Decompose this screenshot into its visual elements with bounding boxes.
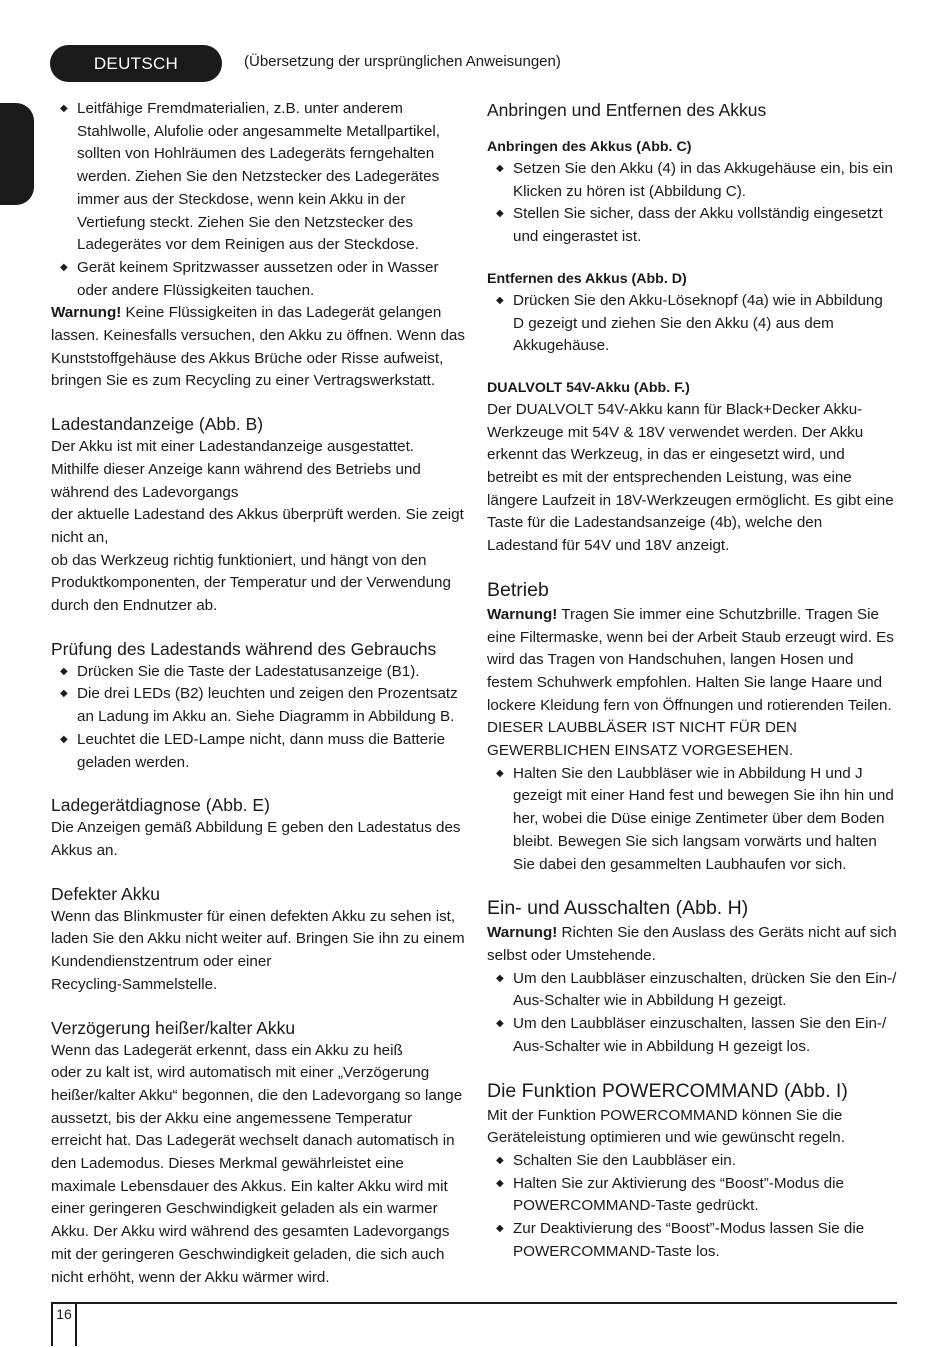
footer-divider: [51, 1302, 897, 1304]
section-title-charger-diagnosis: Ladegerätdiagnose (Abb. E): [51, 795, 270, 816]
powercommand-list: [487, 1150, 897, 1264]
subsection-title-dualvolt: DUALVOLT 54V-Akku (Abb. F.): [487, 379, 690, 396]
switch-list: [487, 968, 897, 1059]
warning-label: Warnung!: [487, 924, 558, 942]
language-badge: DEUTSCH: [50, 45, 222, 82]
right-column: [487, 98, 897, 1263]
diamond-bullet-icon: ◆: [496, 767, 504, 779]
list-item: ◆ Drücken Sie den Akku-Löseknopf (4a) wie in Abbildung D gezeigt und ziehen Sie den Akku (4) aus dem Akkugehäuse.: [496, 291, 883, 355]
diamond-bullet-icon: ◆: [496, 1223, 504, 1235]
paragraph: Mit der Funktion POWERCOMMAND können Sie die Geräteleistung optimieren und wie gewünscht regeln.: [487, 1106, 845, 1147]
operation-list: [487, 763, 897, 877]
list-item: ◆ Um den Laubbläser einzuschalten, lassen Sie den Ein-/ Aus-Schalter wie in Abbildung H gezeigt los.: [496, 1015, 887, 1055]
paragraph-line: Recycling-Sammelstelle.: [51, 975, 218, 993]
paragraph: Der DUALVOLT 54V-Akku kann für Black+Decker Akku-Werkzeuge mit 54V & 18V verwendet werden. Der Akku erkennt das Werkzeug, in das er eingesetzt wird, und betreibt es mit der entsprechenden Leistung, was eine längere Laufzeit in 18V-Werkzeugen ermöglicht. Es gibt eine Taste für die Ladestandsanzeige (4b), welche den Ladestand für 54V und 18V anzeigt.: [487, 400, 894, 555]
section-title-hot-cold-delay: Verzögerung heißer/kalter Akku: [51, 1017, 296, 1038]
diamond-bullet-icon: ◆: [60, 665, 68, 677]
page-number: 16: [56, 1306, 72, 1322]
diamond-bullet-icon: ◆: [496, 1177, 504, 1189]
left-column: [51, 98, 466, 1289]
section-title-battery: Anbringen und Entfernen des Akkus: [487, 100, 767, 120]
check-charge-list: [51, 661, 466, 775]
warning-paragraph: Warnung! Tragen Sie immer eine Schutzbrille. Tragen Sie eine Filtermaske, wenn bei der Arbeit Staub erzeugt wird. Es wird das Tragen von Handschuhen, langen Hosen und festem Schuhwerk empfohlen. Halten Sie lange Haare und lockere Kleidung fern von Öffnungen und rotierenden Teilen. DIESER LAUBBLÄSER IST NICHT FÜR DEN GEWERBLICHEN EINSATZ VORGESEHEN.: [487, 605, 894, 760]
paragraph: oder zu kalt ist, wird automatisch mit einer „Verzögerung heißer/kalter Akku“ begonnen, die den Ladevorgang so lange aussetzt, bis der Akku eine angemessene Temperatur erreicht hat. Das Ladegerät wechselt danach automatisch in den Lademodus. Dieses Merkmal gewährleistet eine maximale Lebensdauer des Akkus. Ein kalter Akku wird mit einer geringeren Geschwindigkeit geladen als ein warmer Akku. Der Akku wird während des gesamten Ladevorgangs mit der geringeren Geschwindigkeit geladen, die sich auch nicht erhöht, wenn der Akku wärmer wird.: [51, 1064, 463, 1286]
remove-list: [487, 290, 897, 358]
list-item: ◆ Drücken Sie die Taste der Ladestatusanzeige (B1).: [51, 661, 466, 684]
list-item: ◆ Halten Sie zur Aktivierung des “Boost”-Modus die POWERCOMMAND-Taste gedrückt.: [496, 1174, 844, 1215]
intro-bullet-list: [51, 98, 466, 302]
paragraph-line: ob das Werkzeug richtig funktioniert, und hängt von den Produktkomponenten, der Temperatur und der Verwendung durch den Endnutzer ab.: [51, 551, 451, 615]
diamond-bullet-icon: ◆: [496, 1154, 504, 1166]
list-item: ◆ Schalten Sie den Laubbläser ein.: [487, 1150, 897, 1173]
warning-paragraph: Warnung! Keine Flüssigkeiten in das Ladegerät gelangen lassen. Keinesfalls versuchen, den Akku zu öffnen. Wenn das Kunststoffgehäuse des Akkus Brüche oder Risse aufweist, bringen Sie es zum Recycling zu einer Vertragswerkstatt.: [51, 304, 465, 390]
section-title-defective-battery: Defekter Akku: [51, 883, 160, 904]
paragraph-line: Der Akku ist mit einer Ladestandanzeige ausgestattet.: [51, 438, 415, 456]
paragraph: Wenn das Blinkmuster für einen defekten Akku zu sehen ist, laden Sie den Akku nicht weiter auf. Bringen Sie ihn zu einem Kundendienstzentrum oder einer: [51, 907, 465, 971]
section-title-operation: Betrieb: [487, 578, 549, 601]
section-title-powercommand: Die Funktion POWERCOMMAND (Abb. I): [487, 1079, 848, 1102]
translation-note: (Übersetzung der ursprünglichen Anweisungen): [244, 53, 561, 70]
section-title-switch: Ein- und Ausschalten (Abb. H): [487, 897, 749, 920]
diamond-bullet-icon: ◆: [496, 972, 504, 984]
diamond-bullet-icon: ◆: [60, 733, 68, 745]
list-item: ◆ Setzen Sie den Akku (4) in das Akkugehäuse ein, bis ein Klicken zu hören ist (Abbildung C).: [496, 160, 893, 200]
diamond-bullet-icon: ◆: [496, 208, 504, 220]
paragraph-line: Wenn das Ladegerät erkennt, dass ein Akku zu heiß: [51, 1041, 403, 1059]
list-item: ◆ Stellen Sie sicher, dass der Akku vollständig eingesetzt und eingerastet ist.: [496, 205, 883, 246]
paragraph-line: Mithilfe dieser Anzeige kann während des Betriebs und während des Ladevorgangs: [51, 460, 421, 501]
list-item: ◆ Leitfähige Fremdmaterialien, z.B. unter anderem Stahlwolle, Alufolie oder angesammelte Metallpartikel, sollten von Hohlräumen des Ladegeräts ferngehalten werden. Ziehen Sie den Netzstecker des Ladegerätes immer aus der Steckdose, wenn kein Akku in der Vertiefung steckt. Ziehen Sie den Netzstecker des Ladegerätes vor dem Reinigen aus der Steckdose.: [60, 100, 441, 254]
warning-paragraph: Warnung! Richten Sie den Auslass des Geräts nicht auf sich selbst oder Umstehende.: [487, 924, 897, 964]
list-item: ◆ Halten Sie den Laubbläser wie in Abbildung H und J gezeigt mit einer Hand fest und bewegen Sie ihn hin und her, wobei die Düse einige Zentimeter über dem Boden bleibt. Bewegen Sie sich langsam vorwärts und halten Sie dabei den gesammelten Laubhaufen vor sich.: [496, 764, 894, 873]
attach-list: [487, 158, 897, 249]
list-item: ◆ Zur Deaktivierung des “Boost”-Modus lassen Sie die POWERCOMMAND-Taste los.: [496, 1220, 865, 1260]
list-item: ◆ Leuchtet die LED-Lampe nicht, dann muss die Batterie geladen werden.: [60, 730, 446, 771]
list-item: ◆ Die drei LEDs (B2) leuchten und zeigen den Prozentsatz an Ladung im Akku an. Siehe Diagramm in Abbildung B.: [60, 685, 458, 726]
list-item: ◆ Um den Laubbläser einzuschalten, drücken Sie den Ein-/ Aus-Schalter wie in Abbildung H gezeigt.: [496, 969, 897, 1010]
diamond-bullet-icon: ◆: [60, 261, 68, 273]
diamond-bullet-icon: ◆: [496, 1018, 504, 1030]
list-item: ◆ Gerät keinem Spritzwasser aussetzen oder in Wasser oder andere Flüssigkeiten tauchen.: [60, 258, 439, 299]
diamond-bullet-icon: ◆: [496, 163, 504, 174]
subsection-title-attach: Anbringen des Akkus (Abb. C): [487, 139, 692, 155]
section-tab-marker: [0, 103, 34, 205]
warning-label: Warnung!: [51, 304, 122, 322]
subsection-title-remove: Entfernen des Akkus (Abb. D): [487, 270, 687, 287]
section-title-check-charge: Prüfung des Ladestands während des Gebrauchs: [51, 638, 437, 659]
diamond-bullet-icon: ◆: [60, 688, 68, 700]
paragraph-line: der aktuelle Ladestand des Akkus überprüft werden. Sie zeigt nicht an,: [51, 506, 464, 546]
section-title-charge-indicator: Ladestandanzeige (Abb. B): [51, 414, 264, 435]
warning-label: Warnung!: [487, 605, 558, 623]
diamond-bullet-icon: ◆: [60, 103, 68, 114]
diamond-bullet-icon: ◆: [496, 294, 504, 306]
paragraph: Die Anzeigen gemäß Abbildung E geben den Ladestatus des Akkus an.: [51, 819, 461, 859]
